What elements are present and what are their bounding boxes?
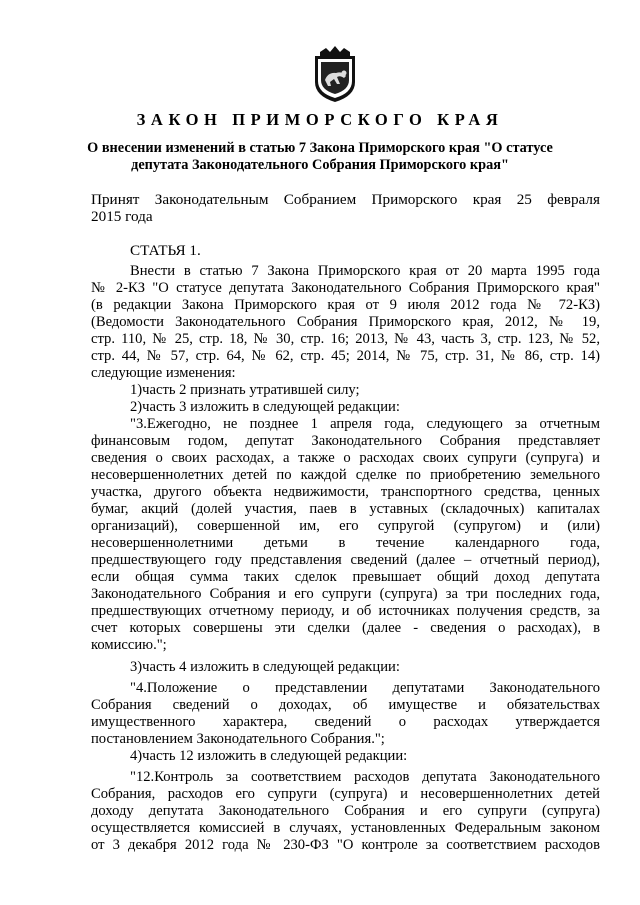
body-line: стр. 110, № 25, стр. 18, № 30, стр. 16; 2013, № 43, часть 3, стр. 123, № 52, [91,331,600,347]
law-subtitle [80,140,560,174]
body-line: "3.Ежегодно, не позднее 1 апреля года, следующего за отчетным [130,416,600,432]
accepted-line: Принят Законодательным Собранием Приморского края 25 февраля [91,191,600,208]
body-line: 3)часть 4 изложить в следующей редакции: [130,659,400,675]
body-line: стр. 44, № 57, стр. 64, № 62, стр. 45; 2014, № 75, стр. 31, № 86, стр. 14) [91,348,600,364]
subtitle-line: депутата Законодательного Собрания Приморского края" [131,157,509,173]
body-line: несовершеннолетними детьми в течение календарного года, [91,535,600,551]
body-line: Внести в статью 7 Закона Приморского края от 20 марта 1995 года [130,263,600,279]
body-line: предшествующего году представления сведений (далее – отчетный период), [91,552,600,568]
accepted-line: 2015 года [91,208,153,225]
body-line: доходу депутата Законодательного Собрания и его супруги (супруга) [91,803,600,819]
body-line: несовершеннолетних детей по каждой сделке по приобретению земельного [91,467,600,483]
body-line: имущественного характера, сведений о расходах утверждается [91,714,600,730]
body-line: № 2-КЗ "О статусе депутата Законодательного Собрания Приморского края" [91,280,600,296]
subtitle-line: О внесении изменений в статью 7 Закона Приморского края "О статусе [87,140,553,156]
body-line: счет которых совершены эти сделки (далее - сведения о расходах), в [91,620,600,636]
body-line: 4)часть 12 изложить в следующей редакции: [130,748,408,764]
body-line: Собрания сведений о доходах, об имуществе и обязательствах [91,697,600,713]
body-line: Законодательного Собрания и его супруги (супруга) за три последних года, [91,586,600,602]
body-line: "4.Положение о представлении депутатами Законодательного [130,680,600,696]
body-line: финансовым годом, депутат Законодательного Собрания представляет [91,433,600,449]
body-line: (в редакции Закона Приморского края от 9 июля 2012 года № 72-КЗ) [91,297,600,313]
article-heading: СТАТЬЯ 1. [130,242,201,259]
body-line: комиссию."; [91,637,167,653]
body-line: осуществляется комиссией в случаях, установленных Федеральным законом [91,820,600,836]
body-line: сведения о своих расходах, а также о расходах своих супруги (супруга) и [91,450,600,466]
body-line: организаций), совершенной им, его супругой (супругом) и (или) [91,518,600,534]
coat-of-arms-icon [310,42,360,104]
body-line: участка, другого объекта недвижимости, транспортного средства, ценных [91,484,600,500]
body-line: Собрания, расходов его супруги (супруга) и несовершеннолетних детей [91,786,600,802]
body-line: следующие изменения: [91,365,236,381]
body-line: если общая сумма таких сделок превышает общий доход депутата [91,569,600,585]
body-line: "12.Контроль за соответствием расходов депутата Законодательного [130,769,600,785]
body-line: от 3 декабря 2012 года № 230-ФЗ "О контроле за соответствием расходов [91,837,600,853]
law-title: ЗАКОН ПРИМОРСКОГО КРАЯ [136,110,504,129]
body-line: предшествующих отчетному периоду, и об источниках получения средств, за [91,603,600,619]
body-line: 1)часть 2 признать утратившей силу; [130,382,360,398]
body-line: 2)часть 3 изложить в следующей редакции: [130,399,400,415]
body-line: постановлением Законодательного Собрания."; [91,731,385,747]
body-line: (Ведомости Законодательного Собрания Приморского края, 2012, № 19, [91,314,600,330]
body-line: бумаг, акций (долей участия, паев в уставных (складочных) капиталах [91,501,600,517]
